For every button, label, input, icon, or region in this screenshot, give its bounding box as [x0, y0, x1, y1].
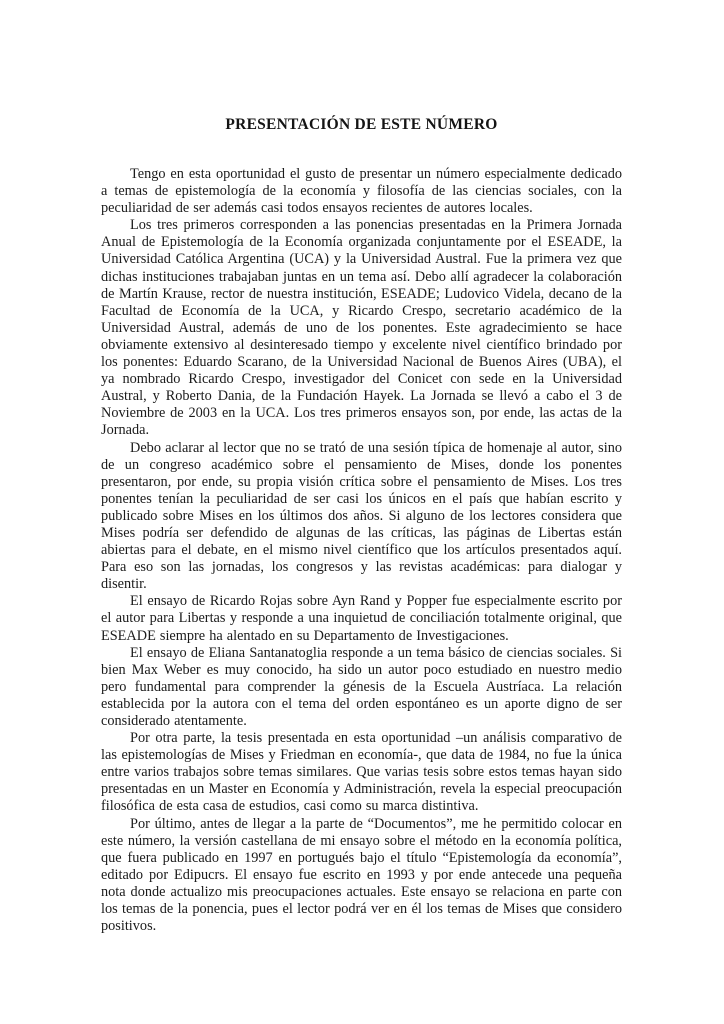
paragraph-3: Debo aclarar al lector que no se trató de una sesión típica de homenaje al autor, sino de un congreso académico sobre el pensamiento de Mises, donde los ponentes presentaron, por ende, su propia visión crítica sobre el pensamiento de Mises. Los tres ponentes tenían la peculiaridad de ser casi los únicos en el país que habían escrito y publicado sobre Mises en los últimos dos años. Si alguno de los lectores considera que Mises podría ser defendido de algunas de las críticas, las páginas de Libertas están abiertas para el debate, en el mismo nivel científico que los artículos presentados aquí. Para eso son las jornadas, los congresos y las revistas académicas: para dialogar y disentir.: [101, 439, 622, 593]
document-body: [101, 166, 622, 935]
paragraph-1: Tengo en esta oportunidad el gusto de presentar un número especialmente dedicado a temas de epistemología de la economía y filosofía de las ciencias sociales, con la peculiaridad de ser además casi todos ensayos recientes de autores locales.: [101, 166, 622, 217]
paragraph-2: Los tres primeros corresponden a las ponencias presentadas en la Primera Jornada Anual de Epistemología de la Economía organizada conjuntamente por el ESEADE, la Universidad Católica Argentina (UCA) y la Universidad Austral. Fue la primera vez que dichas instituciones trabajaban juntas en un tema así. Debo allí agradecer la colaboración de Martín Krause, rector de nuestra institución, ESEADE; Ludovico Videla, decano de la Facultad de Economía de la UCA, y Ricardo Crespo, secretario académico de la Universidad Austral, además de uno de los ponentes. Este agradecimiento se hace obviamente extensivo al desinteresado tiempo y excelente nivel científico brindado por los ponentes: Eduardo Scarano, de la Universidad Nacional de Buenos Aires (UBA), el ya nombrado Ricardo Crespo, investigador del Conicet con sede en la Universidad Austral, y Roberto Dania, de la Fundación Hayek. La Jornada se llevó a cabo el 3 de Noviembre de 2003 en la UCA. Los tres primeros ensayos son, por ende, las actas de la Jornada.: [101, 217, 622, 439]
paragraph-6: Por otra parte, la tesis presentada en esta oportunidad –un análisis comparativo de las epistemologías de Mises y Friedman en economía-, que data de 1984, no fue la única entre varios trabajos sobre temas similares. Que varias tesis sobre estos temas hayan sido presentadas en un Master en Economía y Administración, revela la especial preocupación filosófica de esta casa de estudios, casi como su marca distintiva.: [101, 730, 622, 815]
document-title: PRESENTACIÓN DE ESTE NÚMERO: [225, 116, 498, 133]
paragraph-4: El ensayo de Ricardo Rojas sobre Ayn Rand y Popper fue especialmente escrito por el autor para Libertas y responde a una inquietud de conciliación totalmente original, que ESEADE siempre ha alentado en su Departamento de Investigaciones.: [101, 593, 622, 644]
paragraph-7: Por último, antes de llegar a la parte de “Documentos”, me he permitido colocar en este número, la versión castellana de mi ensayo sobre el método en la economía política, que fuera publicado en 1997 en portugués bajo el título “Epistemología da economía”, editado por Edipucrs. El ensayo fue escrito en 1993 y por ende antecede una pequeña nota donde actualizo mis preocupaciones actuales. Este ensayo se relaciona en parte con los temas de la ponencia, pues el lector podrá ver en él los temas de Mises que considero positivos.: [101, 815, 622, 935]
paragraph-5: El ensayo de Eliana Santanatoglia responde a un tema básico de ciencias sociales. Si bien Max Weber es muy conocido, ha sido un autor poco estudiado en nuestro medio pero fundamental para comprender la génesis de la Escuela Austríaca. La relación establecida por la autora con el tema del orden espontáneo es un aporte digno de ser considerado atentamente.: [101, 644, 622, 729]
